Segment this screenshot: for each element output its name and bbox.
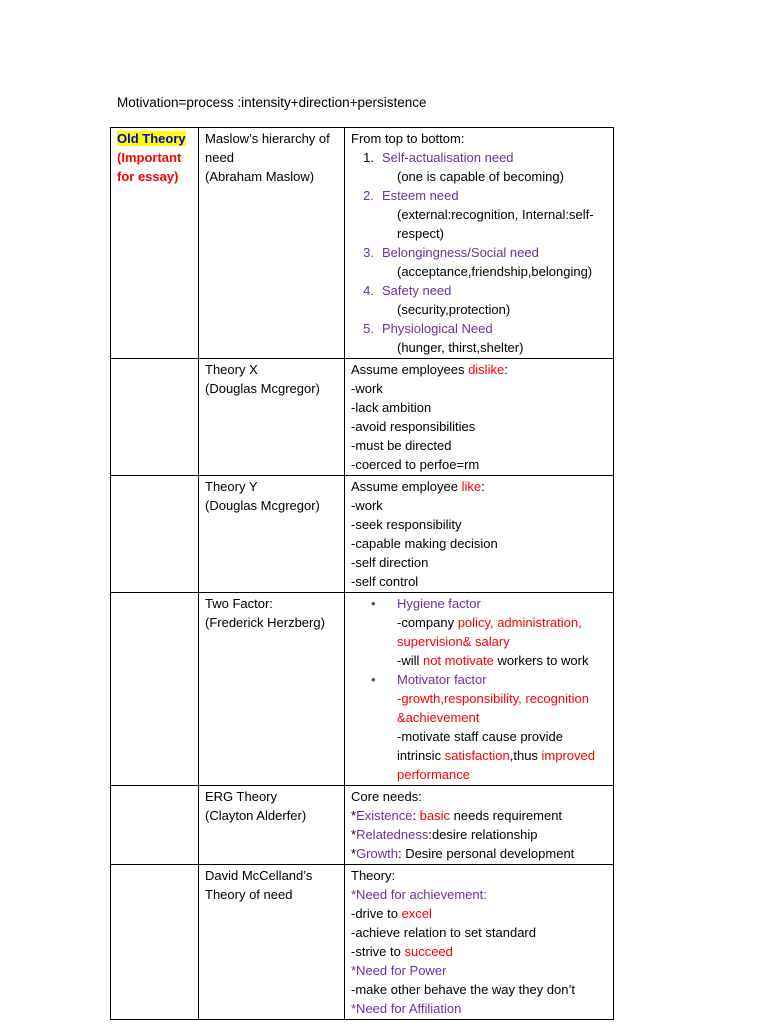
detail-intro <box>351 360 608 379</box>
intro-highlight: dislike <box>468 362 505 377</box>
theory-author: (Clayton Alderfer) <box>205 808 307 823</box>
detail-text: :desire relationship <box>428 827 538 842</box>
theory-author: (Frederick Herzberg) <box>205 615 325 630</box>
need-heading: *Need for Affiliation <box>351 1001 462 1016</box>
detail-line: -growth,responsibility, recognition &achievement <box>397 691 589 725</box>
factor-title: Hygiene factor <box>397 596 481 611</box>
detail-line: -self direction <box>351 555 429 570</box>
theory-detail-cell <box>345 865 614 1020</box>
detail-line <box>351 727 608 784</box>
detail-text: : Desire personal development <box>397 846 575 861</box>
need-desc: (one is capable of becoming) <box>397 169 564 184</box>
detail-line <box>351 942 608 961</box>
detail-highlight: succeed <box>404 944 453 959</box>
need-heading: *Need for Power <box>351 963 447 978</box>
detail-line <box>351 806 608 825</box>
theory-name-cell <box>199 593 345 786</box>
theory-name-cell <box>199 865 345 1020</box>
list-number: 2. <box>363 188 374 203</box>
detail-highlight: not motivate <box>423 653 494 668</box>
bullet-icon: • <box>371 672 376 687</box>
theory-name: Theory X <box>205 362 258 377</box>
table-row-theory-y <box>111 476 614 593</box>
list-item <box>351 243 608 262</box>
theory-detail-cell <box>345 593 614 786</box>
list-number: 1. <box>363 150 374 165</box>
list-item <box>351 670 608 689</box>
theory-name: Two Factor: <box>205 596 273 611</box>
need-desc: (security,protection) <box>397 302 511 317</box>
detail-line: -capable making decision <box>351 536 498 551</box>
detail-line: -work <box>351 498 383 513</box>
detail-text: -strive to <box>351 944 405 959</box>
detail-line: -make other behave the way they don’t <box>351 982 576 997</box>
intro-colon: : <box>504 362 508 377</box>
detail-text: workers to work <box>493 653 589 668</box>
list-item <box>351 148 608 167</box>
category-cell <box>111 865 199 1020</box>
list-number: 5. <box>363 321 374 336</box>
theory-detail-cell <box>345 786 614 865</box>
star: * <box>351 808 357 823</box>
theory-detail-cell <box>345 128 614 359</box>
category-cell <box>111 359 199 476</box>
detail-intro: Core needs: <box>351 789 422 804</box>
detail-text: needs requirement <box>450 808 563 823</box>
need-word: Growth <box>356 846 398 861</box>
theory-name: Theory Y <box>205 479 258 494</box>
table-row-two-factor <box>111 593 614 786</box>
detail-line: -coerced to perfoe=rm <box>351 457 480 472</box>
list-number: 4. <box>363 283 374 298</box>
category-cell <box>111 786 199 865</box>
list-number: 3. <box>363 245 374 260</box>
need-title: Self-actualisation need <box>382 150 514 165</box>
theory-name-cell <box>199 786 345 865</box>
detail-text: ,thus <box>509 748 542 763</box>
intro-colon: : <box>481 479 485 494</box>
theory-table <box>110 127 614 1020</box>
theory-name: ERG Theory <box>205 789 278 804</box>
intro-highlight: like <box>461 479 482 494</box>
detail-line: -lack ambition <box>351 400 432 415</box>
need-desc: (external:recognition, Internal:self-respect) <box>397 207 594 241</box>
detail-line: -seek responsibility <box>351 517 462 532</box>
theory-name: David McCelland’s Theory of need <box>205 868 313 902</box>
table-row-maslow <box>111 128 614 359</box>
need-title: Belongingness/Social need <box>382 245 539 260</box>
detail-line <box>351 651 608 670</box>
detail-line: -self control <box>351 574 419 589</box>
detail-highlight: improved performance <box>397 748 595 782</box>
detail-intro <box>351 477 608 496</box>
star: * <box>351 846 357 861</box>
list-item <box>351 594 608 613</box>
detail-text: -company <box>397 615 458 630</box>
detail-highlight: satisfaction <box>444 748 510 763</box>
detail-text: -drive to <box>351 906 402 921</box>
category-cell <box>111 593 199 786</box>
list-item <box>351 281 608 300</box>
need-heading: *Need for achievement: <box>351 887 487 902</box>
detail-intro: From top to bottom: <box>351 131 465 146</box>
table-row-erg <box>111 786 614 865</box>
list-item <box>351 186 608 205</box>
detail-highlight: basic <box>419 808 451 823</box>
need-title: Safety need <box>382 283 452 298</box>
theory-detail-cell <box>345 359 614 476</box>
theory-name-cell <box>199 359 345 476</box>
intro-text: Assume employees <box>351 362 469 377</box>
need-desc: (hunger, thirst,shelter) <box>397 340 524 355</box>
intro-text: Assume employee <box>351 479 462 494</box>
important-note: (Important for essay) <box>117 150 182 184</box>
old-theory-label: Old Theory <box>117 131 186 146</box>
detail-line <box>351 825 608 844</box>
table-row-mcclelland <box>111 865 614 1020</box>
theory-name-cell <box>199 128 345 359</box>
detail-text: -will <box>397 653 423 668</box>
theory-author: (Abraham Maslow) <box>205 169 315 184</box>
need-desc: (acceptance,friendship,belonging) <box>397 264 593 279</box>
page-title: Motivation=process :intensity+direction+persistence <box>117 95 427 110</box>
detail-line <box>351 844 608 863</box>
theory-name: Maslow’s hierarchy of need <box>205 131 330 165</box>
table-row-theory-x <box>111 359 614 476</box>
need-word: Relatedness <box>356 827 429 842</box>
detail-line: -avoid responsibilities <box>351 419 476 434</box>
need-title: Physiological Need <box>382 321 493 336</box>
detail-line: -achieve relation to set standard <box>351 925 536 940</box>
detail-line <box>351 613 608 651</box>
theory-detail-cell <box>345 476 614 593</box>
theory-name-cell <box>199 476 345 593</box>
theory-author: (Douglas Mcgregor) <box>205 381 320 396</box>
detail-line: -work <box>351 381 383 396</box>
detail-text: : <box>412 808 420 823</box>
list-item <box>351 319 608 338</box>
factor-title: Motivator factor <box>397 672 487 687</box>
theory-author: (Douglas Mcgregor) <box>205 498 320 513</box>
category-cell <box>111 476 199 593</box>
bullet-icon: • <box>371 596 376 611</box>
detail-intro: Theory: <box>351 868 396 883</box>
detail-text: -motivate staff cause provide intrinsic <box>397 729 563 763</box>
detail-highlight: excel <box>401 906 432 921</box>
category-cell <box>111 128 199 359</box>
need-word: Existence <box>356 808 413 823</box>
detail-line <box>351 904 608 923</box>
star: * <box>351 827 357 842</box>
need-title: Esteem need <box>382 188 459 203</box>
detail-highlight: policy, administration, supervision& salary <box>397 615 582 649</box>
detail-line: -must be directed <box>351 438 452 453</box>
